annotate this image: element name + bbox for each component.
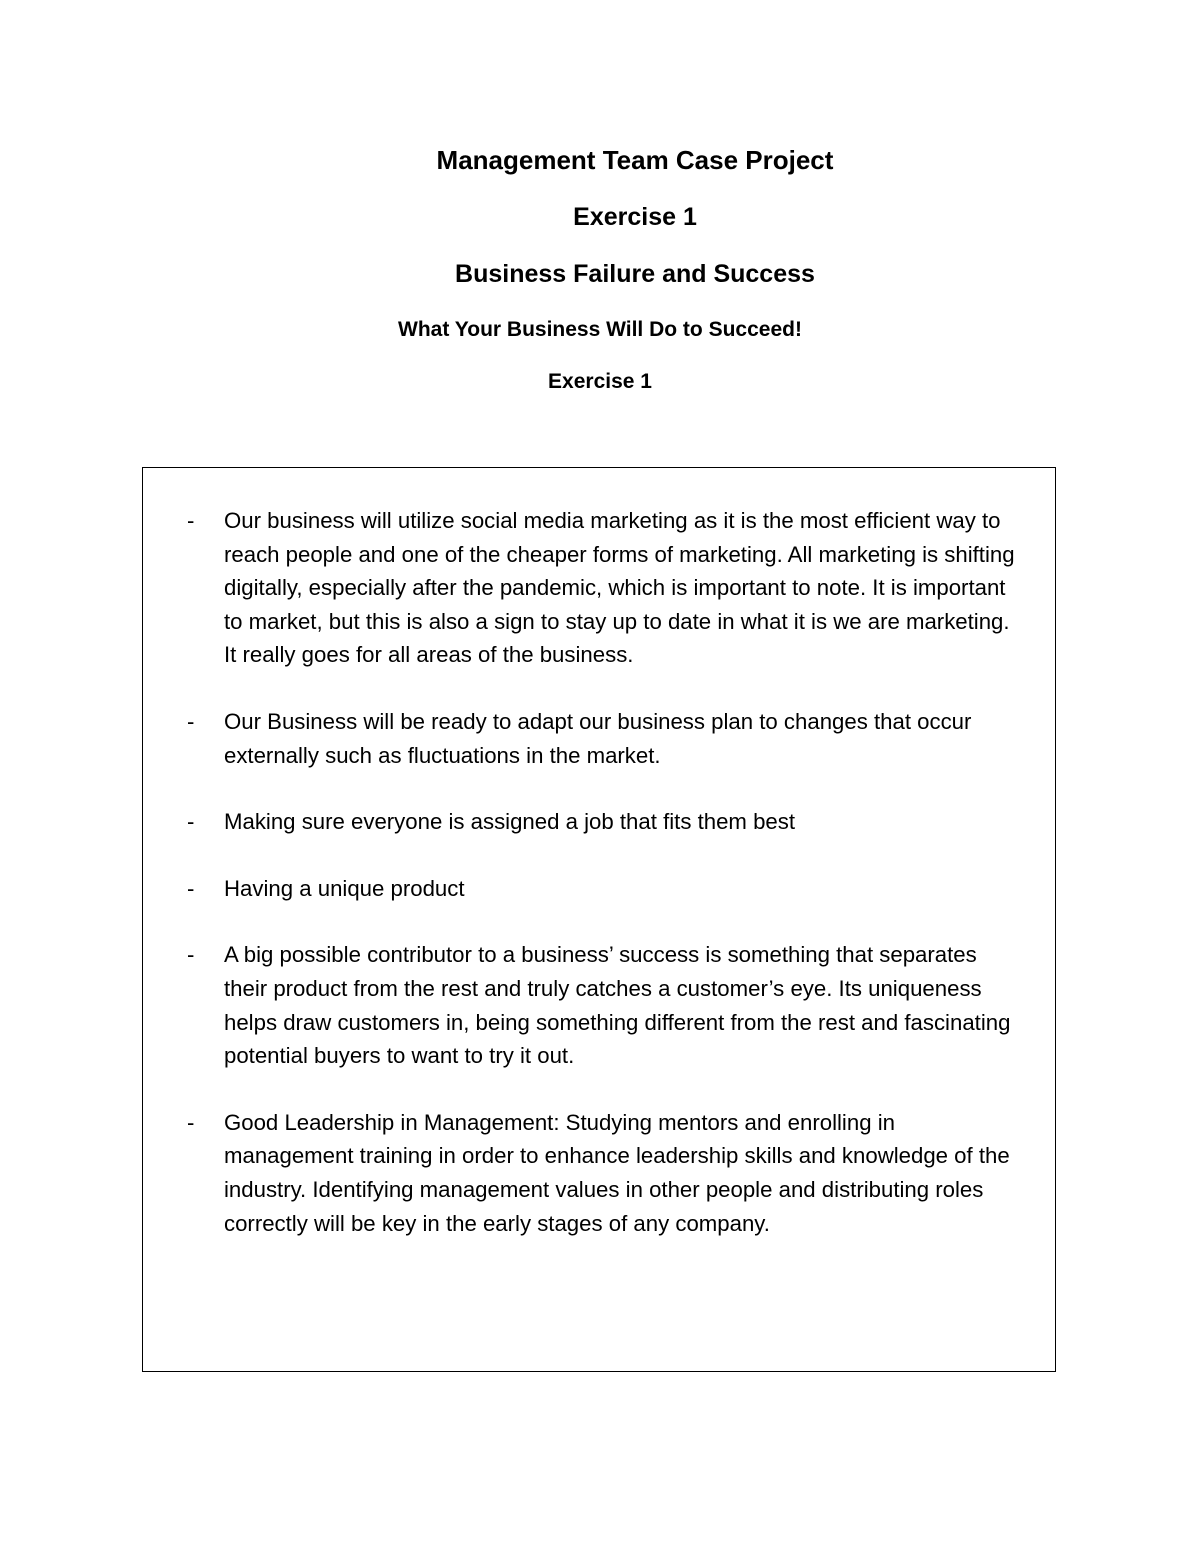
bullet-text: Making sure everyone is assigned a job that fits them best xyxy=(224,809,796,835)
bullet-text: Our business will utilize social media marketing as it is the most efficient way to reach people and one of the cheaper forms of marketing. All marketing is shifting digitally, especially after the pandemic, which is important to note. It is important to market, but this is also a sign to stay up to date in what it is we are marketing. It really goes for all areas of the business. xyxy=(224,508,1015,668)
bullet-text: Good Leadership in Management: Studying mentors and enrolling in management training in order to enhance leadership skills and knowledge of the industry. Identifying management values in other people and distributing roles correctly will be key in the early stages of any company. xyxy=(224,1109,1010,1236)
document-title: Management Team Case Project xyxy=(436,145,834,175)
list-item xyxy=(187,938,1017,1072)
bullet-text: A big possible contributor to a business’ success is something that separates their product from the rest and truly catches a customer’s eye. Its uniqueness helps draw customers in, being something different from the rest and fascinating potential buyers to want to try it out. xyxy=(224,942,1011,1069)
list-item xyxy=(187,805,1017,839)
exercise-label: Exercise 1 xyxy=(548,370,652,393)
bullet-dash: - xyxy=(187,1109,195,1135)
bullet-dash: - xyxy=(187,809,195,835)
list-item xyxy=(187,1106,1017,1240)
bullet-dash: - xyxy=(187,708,195,734)
prompt-heading: What Your Business Will Do to Succeed! xyxy=(398,318,802,341)
document-subtitle: Exercise 1 xyxy=(573,203,697,231)
section-title: Business Failure and Success xyxy=(455,260,815,288)
bullet-dash: - xyxy=(187,508,195,533)
list-item xyxy=(187,705,1017,772)
bullet-text: Our Business will be ready to adapt our business plan to changes that occur externally such as fluctuations in the market. xyxy=(224,708,972,768)
bullet-list xyxy=(187,504,1017,1273)
bullet-dash: - xyxy=(187,942,195,968)
bullet-dash: - xyxy=(187,875,195,901)
answer-box xyxy=(142,467,1056,1372)
bullet-text: Having a unique product xyxy=(224,875,465,901)
list-item xyxy=(187,872,1017,906)
list-item xyxy=(187,504,1017,672)
